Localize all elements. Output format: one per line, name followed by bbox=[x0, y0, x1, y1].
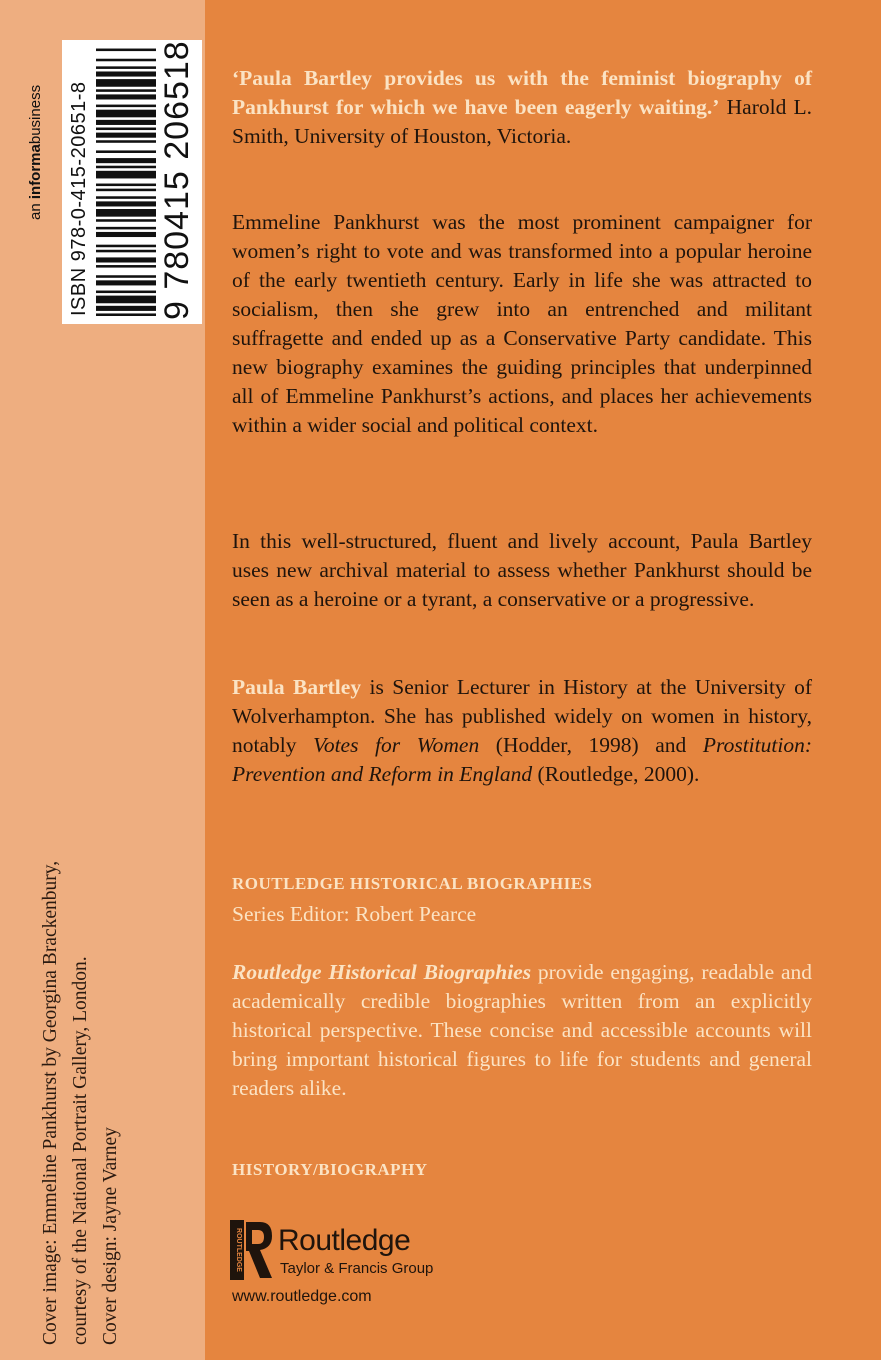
barcode-box bbox=[62, 40, 202, 324]
quote-text: ‘Paula Bartley provides us with the feminist biography of Pankhurst for which we have been eagerly waiting.’ bbox=[232, 66, 812, 119]
series-heading: ROUTLEDGE HISTORICAL BIOGRAPHIES bbox=[232, 874, 593, 893]
book-title: Prostitution: Prevention and Reform in England bbox=[232, 733, 812, 786]
publisher-website[interactable]: www.routledge.com bbox=[232, 1288, 372, 1305]
publisher-group: Taylor & Francis Group bbox=[280, 1260, 434, 1277]
book-title: Votes for Women bbox=[313, 733, 480, 757]
publisher-name: Routledge bbox=[278, 1224, 411, 1257]
credit-line: Cover design: Jayne Varney bbox=[100, 1127, 121, 1345]
review-quote bbox=[232, 64, 812, 151]
blurb-paragraph-2: In this well-structured, fluent and lively account, Paula Bartley uses new archival material to assess whether Pankhurst should be seen as a heroine or a tyrant, a conservative or a progressive. bbox=[232, 529, 812, 611]
cover-credits bbox=[36, 725, 126, 1345]
quote-attribution: Harold L. Smith, University of Houston, Victoria. bbox=[232, 95, 813, 148]
credit-line: courtesy of the National Portrait Gallery, London. bbox=[70, 956, 91, 1345]
series-description: Routledge Historical Biographies provide engaging, readable and academically credible biographies written from an explicitly historical perspective. These concise and accessible accounts will bring important historical figures to life for students and general readers alike. bbox=[232, 960, 812, 1100]
informa-business-label: an informabusiness bbox=[27, 84, 44, 220]
routledge-logo bbox=[226, 1220, 456, 1280]
isbn-label: ISBN 978-0-415-20651-8 bbox=[68, 81, 90, 316]
series-editor: Series Editor: Robert Pearce bbox=[232, 902, 477, 926]
credit-line: Cover image: Emmeline Pankhurst by Georgina Brackenbury, bbox=[40, 860, 61, 1345]
routledge-mark-icon bbox=[230, 1220, 272, 1280]
series-name: Routledge Historical Biographies bbox=[232, 960, 532, 984]
blurb-paragraph-1: Emmeline Pankhurst was the most prominent campaigner for women’s right to vote and was transformed into a popular heroine of the early twentieth century. Early in life she was attracted to socialism, then she grew into an entrenched and militant suffragette and ended up as a Conservative Party candidate. This new biography examines the guiding principles that underpinned all of Emmeline Pankhurst’s actions, and places her achievements within a wider social and political context. bbox=[232, 210, 812, 437]
author-bio: Paula Bartley is Senior Lecturer in History at the University of Wolverhampton. She has published widely on women in history, notably Votes for Women (Hodder, 1998) and Prostitution: Prevention and Reform in England (Routledge, 2000). bbox=[232, 675, 813, 786]
category-label: HISTORY/BIOGRAPHY bbox=[232, 1160, 428, 1179]
author-name: Paula Bartley bbox=[232, 675, 362, 699]
svg-text:ROUTLEDGE: ROUTLEDGE bbox=[235, 1228, 242, 1272]
barcode-digits: 9 780415 206518 bbox=[158, 40, 196, 320]
barcode-icon bbox=[96, 46, 156, 316]
